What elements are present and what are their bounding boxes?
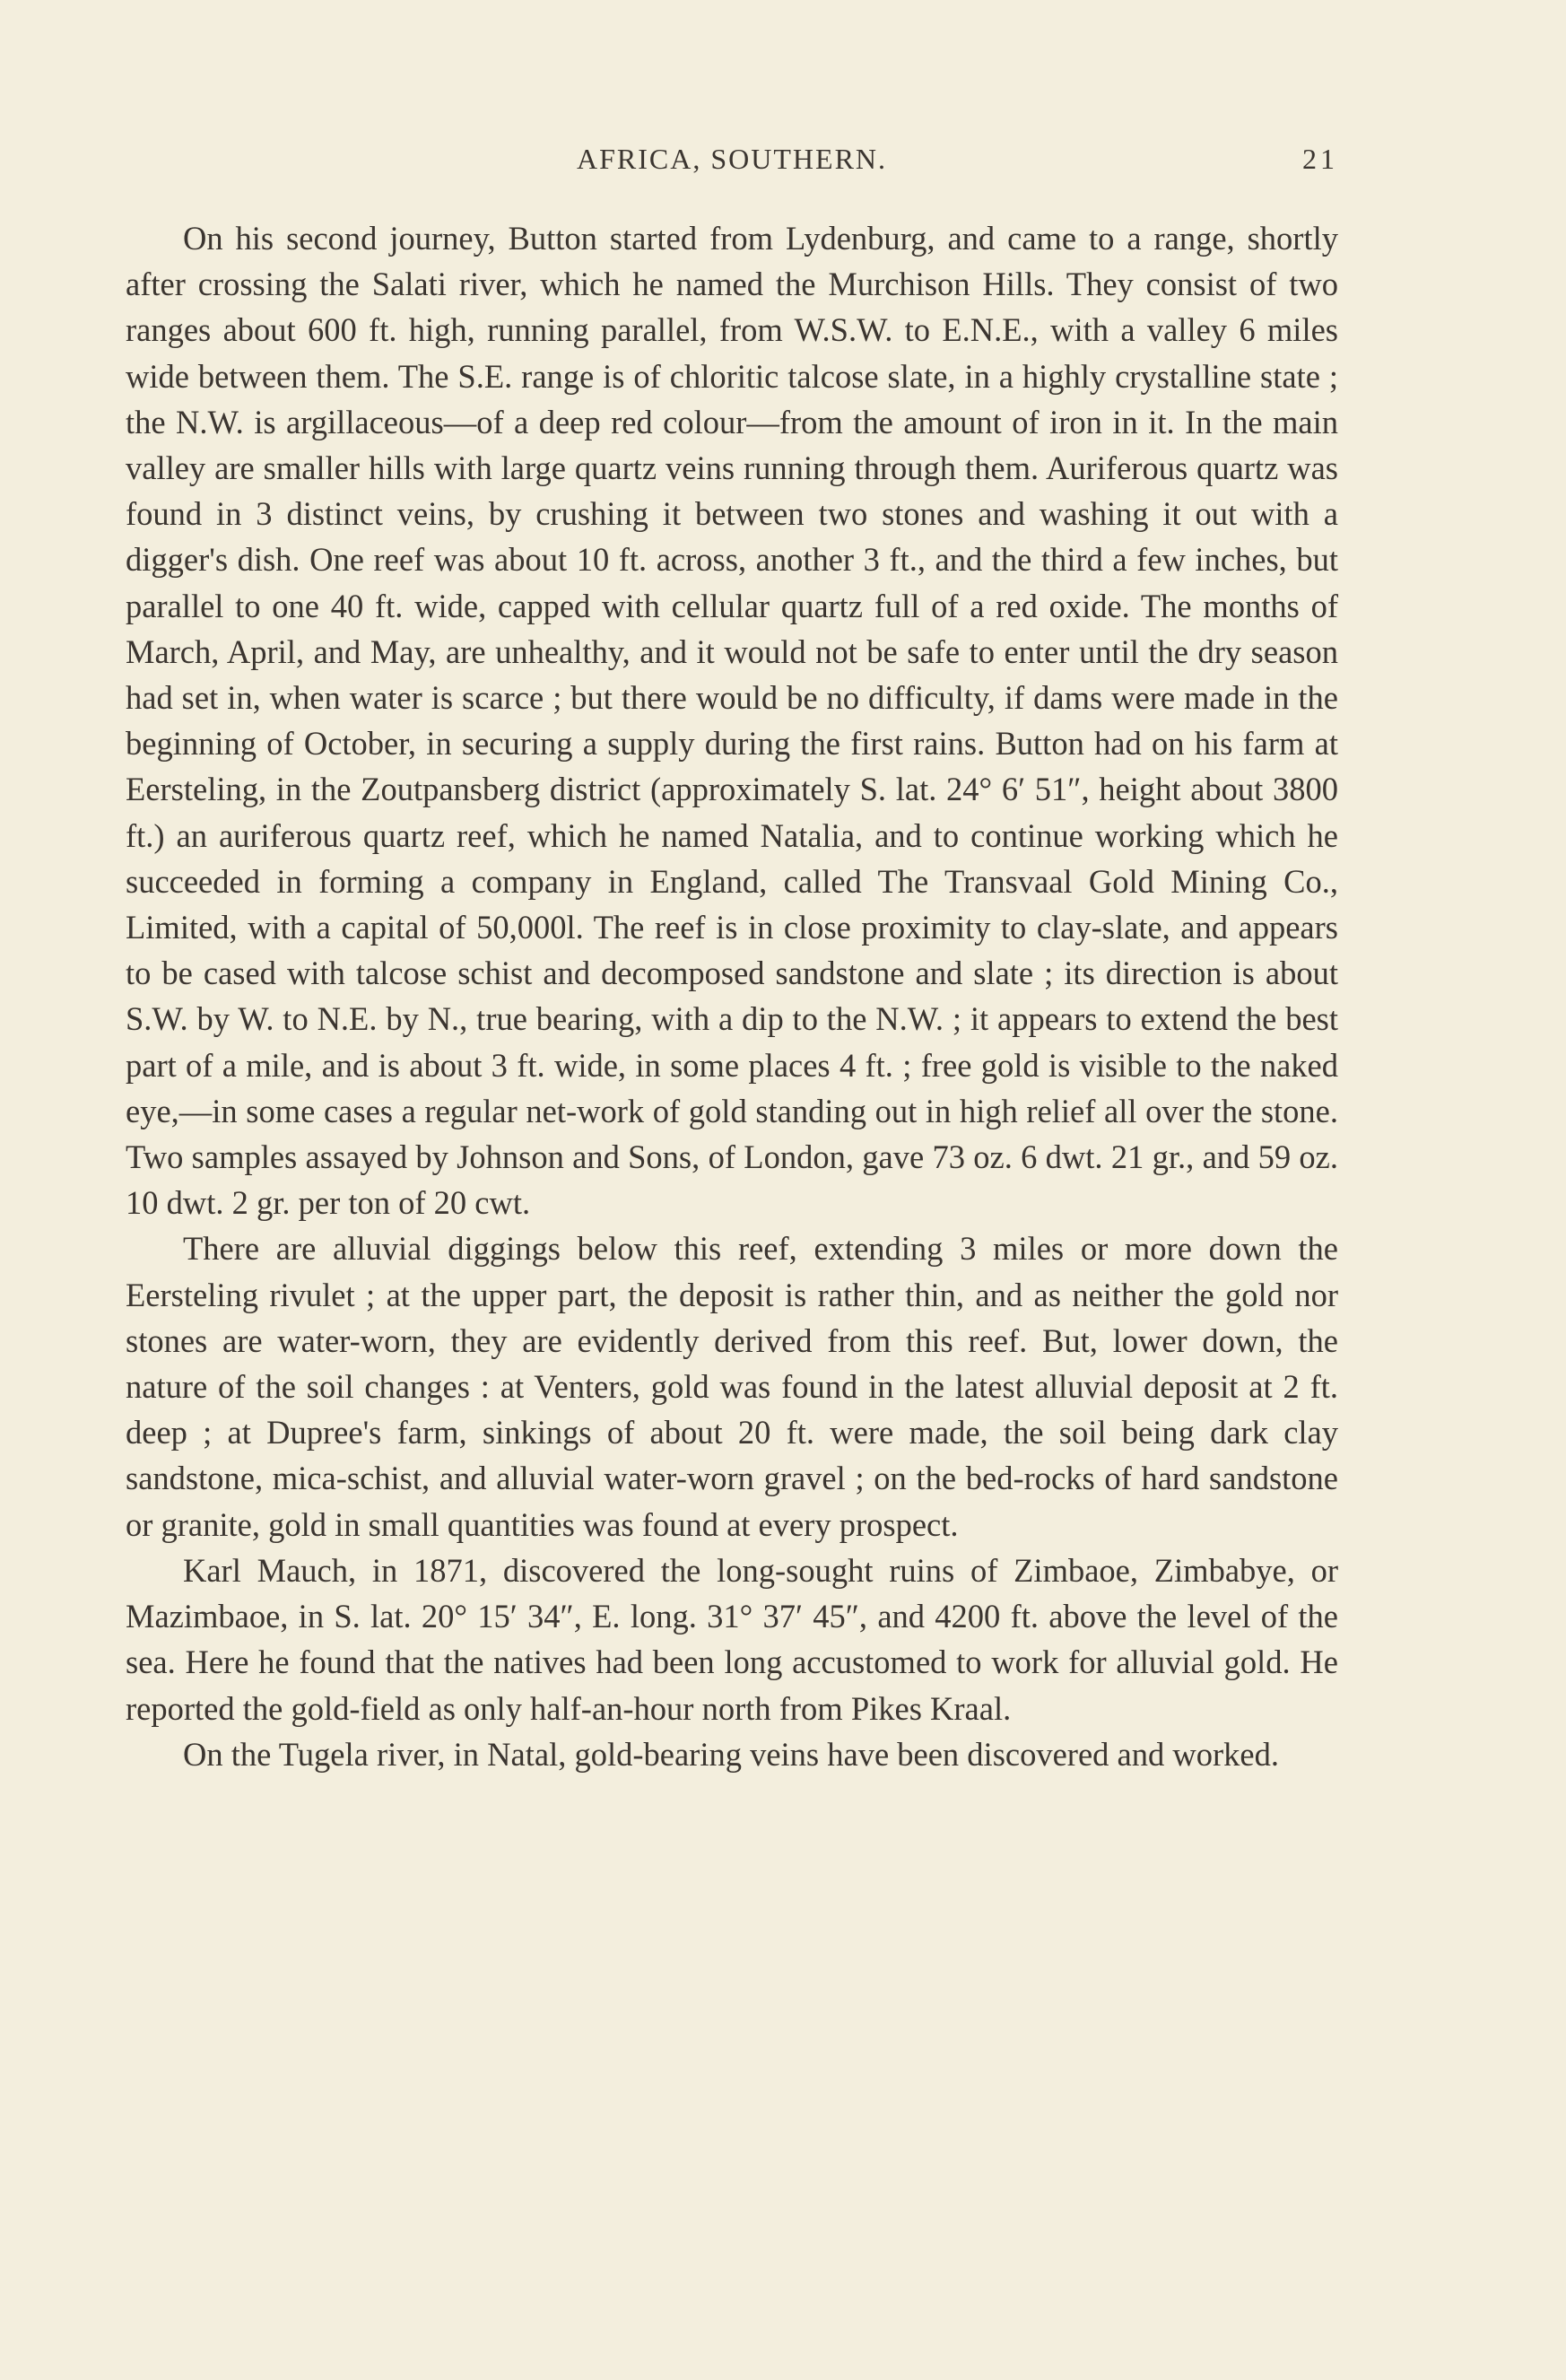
paragraph-karl-mauch: Karl Mauch, in 1871, discovered the long-sought ruins of Zimbaoe, Zimbabye, or Mazimbaoe, in S. lat. 20° 15′ 34″, E. long. 31° 37′ 45″, and 4200 ft. above the level of the sea. Here he found that the natives had been long accustomed to work for alluvial gold. He reported the gold-field as only half-an-hour north from Pikes Kraal.	[126, 1551, 1338, 1727]
body-text	[126, 215, 1338, 1777]
page-number: 21	[1302, 143, 1338, 175]
paragraph-tugela-river: On the Tugela river, in Natal, gold-bearing veins have been discovered and worked.	[183, 1735, 1279, 1773]
paragraph-button-journey: On his second journey, Button started from Lydenburg, and came to a range, shortly after crossing the Salati river, which he named the Murchison Hills. They consist of two ranges about 600 ft. high, running parallel, from W.S.W. to E.N.E., with a valley 6 miles wide between them. The S.E. range is of chloritic talcose slate, in a highly crystalline state ; the N.W. is argillaceous—of a deep red colour—from the amount of iron in it. In the main valley are smaller hills with large quartz veins running through them. Auriferous quartz was found in 3 distinct veins, by crushing it between two stones and washing it out with a digger's dish. One reef was about 10 ft. across, another 3 ft., and the third a few inches, but parallel to one 40 ft. wide, capped with cellular quartz full of a red oxide. The months of March, April, and May, are unhealthy, and it would not be safe to enter until the dry season had set in, when water is scarce ; but there would be no difficulty, if dams were made in the beginning of October, in securing a supply during the first rains. Button had on his farm at Eersteling, in the Zoutpansberg district (approximately S. lat. 24° 6′ 51″, height about 3800 ft.) an auriferous quartz reef, which he named Natalia, and to continue working which he succeeded in forming a company in England, called The Transvaal Gold Mining Co., Limited, with a capital of 50,000l. The reef is in close proximity to clay-slate, and appears to be cased with talcose schist and decomposed sandstone and slate ; its direction is about S.W. by W. to N.E. by N., true bearing, with a dip to the N.W. ; it appears to extend the best part of a mile, and is about 3 ft. wide, in some places 4 ft. ; free gold is visible to the naked eye,—in some cases a regular net-work of gold standing out in high relief all over the stone. Two samples assayed by Johnson and Sons, of London, gave 73 oz. 6 dwt. 21 gr., and 59 oz. 10 dwt. 2 gr. per ton of 20 cwt.	[126, 220, 1338, 1222]
running-title: AFRICA, SOUTHERN.	[576, 143, 888, 175]
running-head	[126, 136, 1338, 181]
paragraph-alluvial-diggings: There are alluvial diggings below this reef, extending 3 miles or more down the Eersteling rivulet ; at the upper part, the deposit is rather thin, and as neither the gold nor stones are water-worn, they are evidently derived from this reef. But, lower down, the nature of the soil changes : at Venters, gold was found in the latest alluvial deposit at 2 ft. deep ; at Dupree's farm, sinkings of about 20 ft. were made, the soil being dark clay sandstone, mica-schist, and alluvial water-worn gravel ; on the bed-rocks of hard sandstone or granite, gold in small quantities was found at every prospect.	[126, 1230, 1338, 1543]
